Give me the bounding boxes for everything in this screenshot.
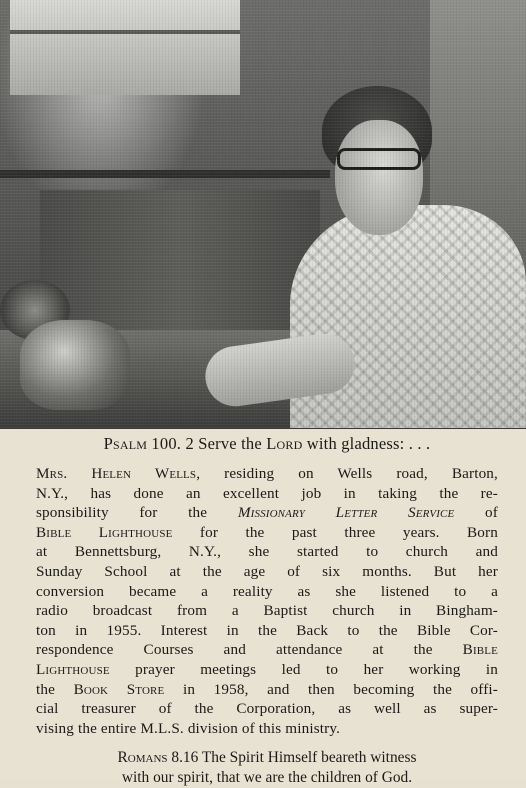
body-line-text: Sunday School at the age of six months. But her — [36, 562, 498, 580]
article — [36, 430, 498, 788]
body-line-text: , residing on Wells road, Barton, — [196, 465, 498, 482]
verse-reference: Romans 8.16 — [117, 749, 199, 767]
caption-text-after: with gladness: . . . — [306, 434, 431, 453]
body-line-text: respondence Courses and attendance at the — [36, 641, 433, 659]
mls-title: Missionary Letter Service — [237, 504, 455, 522]
body-line-text: vising the entire M.L.S. division of this ministry. — [36, 719, 341, 737]
body-line-text: conversion became a reality as she listened to a — [36, 582, 498, 600]
org-name: Bible — [462, 641, 498, 659]
body-line-text: for the past three years. Born — [172, 523, 498, 541]
closing-verse — [36, 748, 498, 788]
body-line — [36, 484, 498, 504]
body-line — [36, 464, 498, 484]
body-line — [36, 542, 498, 562]
caption-verse-number: 2 — [185, 434, 194, 453]
body-line — [36, 582, 498, 602]
body-line — [36, 523, 498, 543]
body-paragraph — [36, 464, 498, 738]
body-line-text: cial treasurer of the Corporation, as well as super- — [36, 700, 498, 718]
body-line-text: at Bennettsburg, N.Y., she started to church and — [36, 543, 498, 561]
body-line-text: of — [454, 504, 498, 522]
body-line — [36, 503, 498, 523]
body-line — [36, 699, 498, 719]
verse-line-2: with our spirit, that we are the children of God. — [121, 769, 413, 787]
body-line — [36, 680, 498, 700]
body-line — [36, 601, 498, 621]
body-line-text: in 1958, and then becoming the offi- — [164, 680, 498, 698]
body-line-text: the — [36, 680, 56, 698]
verse-line-1: The Spirit Himself beareth witness — [198, 749, 417, 767]
body-line — [36, 621, 498, 641]
org-name: Lighthouse — [36, 660, 110, 678]
caption-text-before: Serve the — [198, 434, 262, 453]
org-name: Bible Lighthouse — [36, 523, 173, 541]
body-line — [36, 660, 498, 680]
caption — [36, 430, 498, 454]
book-store: Book Store — [73, 680, 165, 698]
body-line — [36, 640, 498, 660]
body-line-text: sponsibility for the — [36, 504, 208, 522]
body-line — [36, 719, 498, 739]
body-line — [36, 562, 498, 582]
caption-reference: Psalm 100. — [103, 434, 182, 453]
body-line-text: N.Y., has done an excellent job in taking the re- — [36, 484, 498, 502]
body-line-text: radio broadcast from a Baptist church in Bingham- — [36, 602, 498, 620]
body-line-text: prayer meetings led to her working in — [109, 660, 498, 678]
caption-lord: Lord — [266, 434, 303, 453]
person-name: Mrs. Helen Wells — [36, 465, 197, 482]
body-line-text: ton in 1955. Interest in the Back to the Bible Cor- — [36, 621, 498, 639]
